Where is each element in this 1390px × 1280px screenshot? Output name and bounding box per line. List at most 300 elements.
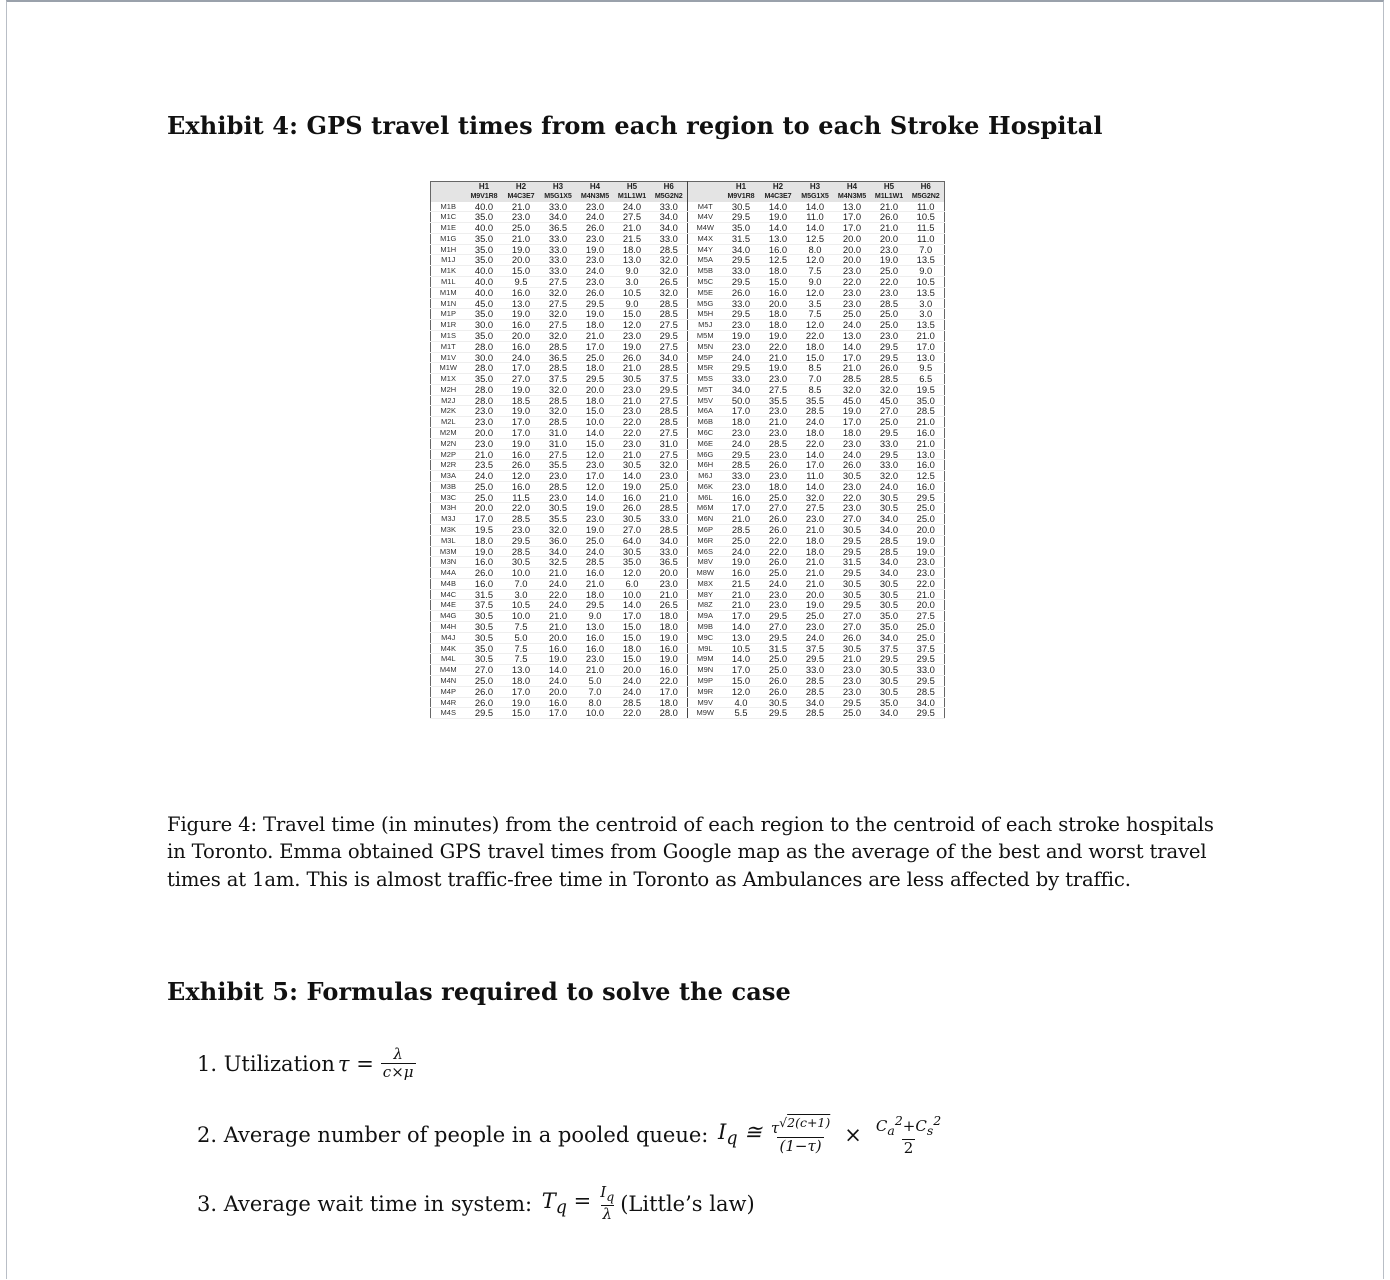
region-code: M4S <box>431 708 466 719</box>
travel-time-cell: 14.0 <box>614 600 651 611</box>
hospital-header: H3 <box>540 182 577 192</box>
travel-time-cell: 22.0 <box>871 277 908 288</box>
travel-time-cell: 15.0 <box>723 675 760 686</box>
travel-time-cell: 29.5 <box>834 600 871 611</box>
travel-time-cell: 28.5 <box>871 298 908 309</box>
travel-time-cell: 16.0 <box>651 643 688 654</box>
travel-time-cell: 22.0 <box>834 492 871 503</box>
travel-time-cell: 24.0 <box>540 600 577 611</box>
postal-code-header: M9V1R8 <box>466 192 503 202</box>
travel-time-cell: 7.5 <box>503 654 540 665</box>
region-code: M4T <box>688 202 723 212</box>
travel-time-cell: 29.5 <box>577 374 614 385</box>
region-code: M6N <box>688 514 723 525</box>
travel-time-cell: 23.0 <box>834 503 871 514</box>
travel-time-cell: 37.5 <box>908 643 945 654</box>
travel-time-cell: 45.0 <box>466 298 503 309</box>
table-row <box>431 535 945 546</box>
travel-time-cell: 21.0 <box>651 589 688 600</box>
travel-time-cell: 29.5 <box>723 277 760 288</box>
travel-time-cell: 21.0 <box>908 330 945 341</box>
travel-time-cell: 37.5 <box>540 374 577 385</box>
travel-time-cell: 17.0 <box>503 686 540 697</box>
travel-time-cell: 11.0 <box>797 212 834 223</box>
travel-time-cell: 37.5 <box>797 643 834 654</box>
travel-time-cell: 35.0 <box>614 557 651 568</box>
travel-time-cell: 12.0 <box>503 471 540 482</box>
header-blank <box>431 182 466 192</box>
travel-time-cell: 28.5 <box>908 686 945 697</box>
travel-time-cell: 29.5 <box>834 697 871 708</box>
travel-time-cell: 33.0 <box>651 202 688 212</box>
region-code: M1J <box>431 255 466 266</box>
region-code: M4X <box>688 233 723 244</box>
region-code: M1B <box>431 202 466 212</box>
table-row <box>431 514 945 525</box>
formula-3-label: 3. Average wait time in system: <box>197 1191 533 1216</box>
travel-time-cell: 14.0 <box>760 202 797 212</box>
travel-time-cell: 28.5 <box>651 525 688 536</box>
travel-time-cell: 23.0 <box>651 578 688 589</box>
travel-time-cell: 17.0 <box>540 708 577 719</box>
travel-time-cell: 18.0 <box>760 481 797 492</box>
travel-time-cell: 18.0 <box>577 320 614 331</box>
travel-time-cell: 14.0 <box>540 665 577 676</box>
travel-time-cell: 34.0 <box>871 514 908 525</box>
travel-time-cell: 34.0 <box>540 212 577 223</box>
region-code: M5N <box>688 341 723 352</box>
travel-time-cell: 33.0 <box>908 665 945 676</box>
travel-time-cell: 23.0 <box>760 471 797 482</box>
travel-time-cell: 26.0 <box>760 525 797 536</box>
travel-time-cell: 28.5 <box>503 546 540 557</box>
travel-time-cell: 13.0 <box>614 255 651 266</box>
travel-time-cell: 22.0 <box>908 578 945 589</box>
table-row <box>431 675 945 686</box>
travel-time-cell: 23.0 <box>614 406 651 417</box>
travel-time-cell: 30.5 <box>614 514 651 525</box>
travel-time-cell: 33.0 <box>540 255 577 266</box>
travel-time-cell: 17.0 <box>503 363 540 374</box>
travel-time-cell: 36.5 <box>651 557 688 568</box>
travel-time-cell: 17.0 <box>723 406 760 417</box>
travel-time-cell: 21.0 <box>908 438 945 449</box>
travel-time-cell: 19.0 <box>577 309 614 320</box>
travel-time-cell: 10.0 <box>614 589 651 600</box>
travel-time-cell: 21.0 <box>760 417 797 428</box>
travel-time-cell: 25.0 <box>466 492 503 503</box>
table-row <box>431 697 945 708</box>
travel-time-cell: 26.0 <box>760 557 797 568</box>
travel-time-cell: 21.0 <box>797 568 834 579</box>
travel-time-cell: 9.5 <box>503 277 540 288</box>
travel-time-cell: 17.0 <box>577 341 614 352</box>
travel-time-cell: 19.0 <box>503 309 540 320</box>
travel-time-cell: 21.0 <box>723 514 760 525</box>
travel-time-cell: 34.0 <box>871 568 908 579</box>
travel-time-cell: 27.0 <box>503 374 540 385</box>
travel-time-cell: 23.0 <box>503 212 540 223</box>
region-code: M4H <box>431 622 466 633</box>
travel-time-cell: 23.0 <box>614 384 651 395</box>
travel-time-cell: 12.0 <box>577 449 614 460</box>
travel-time-cell: 32.0 <box>834 384 871 395</box>
travel-time-cell: 30.0 <box>466 320 503 331</box>
travel-time-cell: 21.0 <box>577 330 614 341</box>
travel-time-cell: 23.0 <box>614 438 651 449</box>
travel-time-cell: 24.0 <box>577 546 614 557</box>
travel-time-cell: 10.0 <box>577 417 614 428</box>
travel-time-cell: 23.0 <box>577 460 614 471</box>
travel-time-cell: 40.0 <box>466 287 503 298</box>
formula-2-fraction-a: $\frac{\tau^{√2(c+1)}}{(1-\tau)}$ <box>770 1115 831 1155</box>
travel-time-cell: 25.0 <box>871 309 908 320</box>
travel-time-cell: 25.0 <box>723 535 760 546</box>
travel-time-cell: 29.5 <box>723 363 760 374</box>
travel-time-cell: 29.5 <box>908 708 945 719</box>
travel-time-cell: 21.5 <box>723 578 760 589</box>
travel-time-cell: 18.0 <box>577 363 614 374</box>
header-blank <box>688 182 723 192</box>
region-code: M5P <box>688 352 723 363</box>
travel-time-cell: 29.5 <box>577 600 614 611</box>
travel-time-cell: 23.0 <box>834 438 871 449</box>
travel-time-cell: 35.5 <box>540 514 577 525</box>
travel-time-cell: 11.0 <box>797 471 834 482</box>
travel-time-cell: 12.0 <box>797 320 834 331</box>
travel-time-cell: 37.5 <box>651 374 688 385</box>
travel-time-cell: 24.0 <box>723 438 760 449</box>
travel-time-cell: 13.5 <box>908 287 945 298</box>
travel-time-cell: 16.0 <box>723 492 760 503</box>
travel-time-cell: 33.0 <box>651 233 688 244</box>
travel-time-cell: 35.0 <box>466 643 503 654</box>
travel-time-cell: 32.0 <box>871 384 908 395</box>
travel-time-cell: 35.0 <box>871 622 908 633</box>
travel-time-cell: 29.5 <box>651 330 688 341</box>
travel-time-cell: 20.0 <box>834 244 871 255</box>
travel-time-cell: 11.0 <box>908 202 945 212</box>
table-row <box>431 266 945 277</box>
travel-time-cell: 27.0 <box>834 611 871 622</box>
travel-time-cell: 26.0 <box>503 460 540 471</box>
travel-time-cell: 30.5 <box>834 589 871 600</box>
figure-caption: Figure 4: Travel time (in minutes) from the centroid of each region to the centroid of each stroke hospitals in Toronto. Emma obtained GPS travel times from Google map as the average of the best and worst travel times at 1am. This is almost traffic-free time in Toronto as Ambulances are less affected by traffic. <box>167 813 1214 891</box>
travel-time-cell: 27.5 <box>540 277 577 288</box>
travel-time-cell: 29.5 <box>723 255 760 266</box>
travel-time-cell: 21.0 <box>797 557 834 568</box>
travel-time-cell: 26.5 <box>651 277 688 288</box>
travel-time-cell: 29.5 <box>834 535 871 546</box>
travel-time-cell: 8.0 <box>577 697 614 708</box>
travel-time-cell: 15.0 <box>614 654 651 665</box>
travel-time-cell: 23.0 <box>834 665 871 676</box>
travel-time-cell: 23.0 <box>908 568 945 579</box>
travel-time-cell: 3.0 <box>908 298 945 309</box>
travel-time-cell: 20.0 <box>797 589 834 600</box>
table-row <box>431 287 945 298</box>
travel-time-cell: 5.5 <box>723 708 760 719</box>
travel-time-cell: 31.5 <box>466 589 503 600</box>
travel-time-cell: 12.5 <box>797 233 834 244</box>
travel-time-cell: 20.0 <box>908 600 945 611</box>
travel-time-cell: 29.5 <box>797 654 834 665</box>
region-code: M6B <box>688 417 723 428</box>
postal-code-header: M5G2N2 <box>908 192 945 202</box>
region-code: M4P <box>431 686 466 697</box>
region-code: M3N <box>431 557 466 568</box>
hospital-header: H5 <box>614 182 651 192</box>
travel-time-cell: 23.0 <box>760 600 797 611</box>
hospital-header: H2 <box>503 182 540 192</box>
region-code: M1N <box>431 298 466 309</box>
travel-time-cell: 21.0 <box>540 568 577 579</box>
travel-time-cell: 3.0 <box>503 589 540 600</box>
travel-time-cell: 36.5 <box>540 223 577 234</box>
travel-time-cell: 23.0 <box>503 525 540 536</box>
travel-time-cell: 24.0 <box>577 212 614 223</box>
region-code: M6C <box>688 427 723 438</box>
travel-time-cell: 17.0 <box>723 665 760 676</box>
region-code: M4Y <box>688 244 723 255</box>
travel-time-cell: 19.0 <box>503 244 540 255</box>
travel-time-cell: 15.0 <box>760 277 797 288</box>
travel-time-cell: 23.0 <box>760 427 797 438</box>
table-row <box>431 363 945 374</box>
table-row <box>431 374 945 385</box>
travel-time-cell: 23.0 <box>577 514 614 525</box>
travel-time-cell: 28.5 <box>540 395 577 406</box>
travel-time-cell: 15.0 <box>577 438 614 449</box>
travel-time-cell: 30.5 <box>871 578 908 589</box>
travel-time-cell: 23.0 <box>760 449 797 460</box>
travel-time-cell: 18.0 <box>760 309 797 320</box>
travel-time-cell: 19.0 <box>503 384 540 395</box>
travel-time-cell: 25.0 <box>908 632 945 643</box>
travel-time-cell: 15.0 <box>577 406 614 417</box>
travel-time-cell: 27.0 <box>834 514 871 525</box>
travel-time-cell: 33.0 <box>871 438 908 449</box>
travel-time-cell: 22.0 <box>614 417 651 428</box>
travel-time-cell: 28.5 <box>540 363 577 374</box>
travel-time-cell: 10.0 <box>503 611 540 622</box>
region-code: M6J <box>688 471 723 482</box>
region-code: M5T <box>688 384 723 395</box>
travel-time-cell: 30.5 <box>871 686 908 697</box>
travel-time-cell: 23.0 <box>908 557 945 568</box>
travel-time-cell: 9.0 <box>614 266 651 277</box>
travel-time-table <box>430 181 945 719</box>
travel-time-cell: 28.5 <box>651 406 688 417</box>
travel-time-cell: 25.0 <box>908 622 945 633</box>
travel-time-cell: 23.0 <box>577 202 614 212</box>
region-code: M3A <box>431 471 466 482</box>
travel-time-cell: 6.0 <box>614 578 651 589</box>
travel-time-cell: 21.0 <box>834 654 871 665</box>
travel-time-cell: 24.0 <box>466 471 503 482</box>
formula-1-expression: τ = <box>337 1051 374 1076</box>
travel-time-cell: 20.0 <box>908 525 945 536</box>
travel-time-cell: 28.5 <box>651 309 688 320</box>
travel-time-cell: 7.5 <box>797 309 834 320</box>
travel-time-cell: 26.0 <box>466 686 503 697</box>
travel-time-cell: 23.0 <box>797 622 834 633</box>
travel-time-cell: 28.5 <box>834 374 871 385</box>
travel-time-cell: 20.0 <box>651 568 688 579</box>
travel-time-cell: 5.0 <box>503 632 540 643</box>
travel-time-cell: 34.0 <box>908 697 945 708</box>
travel-time-cell: 29.5 <box>834 568 871 579</box>
travel-time-cell: 19.0 <box>723 557 760 568</box>
travel-time-cell: 16.0 <box>577 568 614 579</box>
region-code: M6K <box>688 481 723 492</box>
travel-time-cell: 23.0 <box>871 287 908 298</box>
travel-time-cell: 25.0 <box>760 665 797 676</box>
travel-time-cell: 30.5 <box>614 546 651 557</box>
table-row <box>431 632 945 643</box>
travel-time-cell: 15.0 <box>614 309 651 320</box>
travel-time-cell: 29.5 <box>760 611 797 622</box>
travel-time-cell: 27.5 <box>908 611 945 622</box>
travel-time-cell: 21.0 <box>651 492 688 503</box>
travel-time-cell: 26.0 <box>760 514 797 525</box>
travel-time-cell: 21.0 <box>834 363 871 374</box>
travel-time-cell: 13.0 <box>723 632 760 643</box>
region-code: M5M <box>688 330 723 341</box>
travel-time-cell: 35.0 <box>871 697 908 708</box>
travel-time-cell: 32.0 <box>871 471 908 482</box>
table-row <box>431 255 945 266</box>
region-code: M2R <box>431 460 466 471</box>
region-code: M1G <box>431 233 466 244</box>
postal-code-header: M5G1X5 <box>540 192 577 202</box>
travel-time-cell: 26.0 <box>577 287 614 298</box>
travel-time-cell: 14.0 <box>834 341 871 352</box>
travel-time-cell: 27.5 <box>651 427 688 438</box>
travel-time-cell: 25.0 <box>503 223 540 234</box>
travel-time-cell: 27.5 <box>797 503 834 514</box>
travel-time-cell: 16.0 <box>651 665 688 676</box>
travel-time-cell: 13.0 <box>834 330 871 341</box>
travel-time-cell: 9.0 <box>614 298 651 309</box>
travel-time-cell: 30.5 <box>614 374 651 385</box>
travel-time-cell: 30.5 <box>834 578 871 589</box>
table-row <box>431 438 945 449</box>
table-row <box>431 460 945 471</box>
travel-time-cell: 29.5 <box>871 341 908 352</box>
region-code: M6S <box>688 546 723 557</box>
travel-time-cell: 23.0 <box>723 320 760 331</box>
travel-time-cell: 32.0 <box>540 525 577 536</box>
travel-time-cell: 23.0 <box>614 330 651 341</box>
travel-time-cell: 28.5 <box>797 686 834 697</box>
travel-time-cell: 15.0 <box>797 352 834 363</box>
travel-time-cell: 25.0 <box>834 309 871 320</box>
postal-code-header: M9V1R8 <box>723 192 760 202</box>
table-row <box>431 568 945 579</box>
travel-time-cell: 19.0 <box>614 481 651 492</box>
region-code: M4W <box>688 223 723 234</box>
travel-time-cell: 23.0 <box>834 686 871 697</box>
travel-time-cell: 18.0 <box>466 535 503 546</box>
travel-time-cell: 20.0 <box>577 384 614 395</box>
travel-time-cell: 28.5 <box>871 374 908 385</box>
travel-time-cell: 25.0 <box>760 492 797 503</box>
travel-time-cell: 29.5 <box>503 535 540 546</box>
travel-time-cell: 35.0 <box>871 611 908 622</box>
table-row <box>431 557 945 568</box>
travel-time-cell: 23.0 <box>797 514 834 525</box>
travel-time-cell: 16.0 <box>577 632 614 643</box>
region-code: M1C <box>431 212 466 223</box>
travel-time-cell: 21.0 <box>577 665 614 676</box>
travel-time-cell: 26.0 <box>871 363 908 374</box>
travel-time-cell: 23.0 <box>577 255 614 266</box>
travel-time-cell: 26.0 <box>466 697 503 708</box>
travel-time-cell: 19.0 <box>577 525 614 536</box>
travel-time-cell: 26.0 <box>723 287 760 298</box>
travel-time-cell: 29.5 <box>871 352 908 363</box>
header-blank <box>431 192 466 202</box>
travel-time-cell: 27.5 <box>540 320 577 331</box>
travel-time-cell: 30.5 <box>834 525 871 536</box>
travel-time-cell: 33.0 <box>723 298 760 309</box>
region-code: M3K <box>431 525 466 536</box>
travel-time-cell: 11.0 <box>908 233 945 244</box>
travel-time-cell: 18.0 <box>651 622 688 633</box>
travel-time-cell: 25.0 <box>760 568 797 579</box>
region-code: M4V <box>688 212 723 223</box>
formula-2-expression: $I_q$ ≅ <box>711 1119 762 1150</box>
travel-time-cell: 35.5 <box>540 460 577 471</box>
region-code: M8X <box>688 578 723 589</box>
hospital-header: H1 <box>723 182 760 192</box>
table-row <box>431 352 945 363</box>
travel-time-cell: 9.0 <box>577 611 614 622</box>
travel-time-cell: 25.0 <box>871 320 908 331</box>
travel-time-cell: 32.0 <box>540 330 577 341</box>
region-code: M6R <box>688 535 723 546</box>
table-row <box>431 449 945 460</box>
travel-time-cell: 40.0 <box>466 202 503 212</box>
travel-time-cell: 27.0 <box>871 406 908 417</box>
travel-time-cell: 34.0 <box>651 212 688 223</box>
travel-time-cell: 16.0 <box>466 578 503 589</box>
travel-time-cell: 28.5 <box>651 363 688 374</box>
travel-time-cell: 19.0 <box>651 654 688 665</box>
table-row <box>431 708 945 719</box>
table-row <box>431 654 945 665</box>
region-code: M2J <box>431 395 466 406</box>
travel-time-cell: 14.0 <box>797 223 834 234</box>
travel-time-cell: 21.0 <box>614 449 651 460</box>
travel-time-cell: 23.0 <box>466 438 503 449</box>
region-code: M9C <box>688 632 723 643</box>
travel-time-cell: 36.0 <box>540 535 577 546</box>
travel-time-cell: 19.0 <box>503 697 540 708</box>
travel-time-cell: 13.0 <box>760 233 797 244</box>
region-code: M9L <box>688 643 723 654</box>
travel-time-cell: 19.0 <box>614 341 651 352</box>
region-code: M9P <box>688 675 723 686</box>
travel-time-cell: 27.0 <box>614 525 651 536</box>
travel-time-cell: 21.5 <box>614 233 651 244</box>
travel-time-cell: 8.0 <box>797 244 834 255</box>
travel-time-cell: 30.5 <box>871 600 908 611</box>
travel-time-cell: 27.0 <box>466 665 503 676</box>
travel-time-cell: 29.5 <box>723 309 760 320</box>
region-code: M1T <box>431 341 466 352</box>
